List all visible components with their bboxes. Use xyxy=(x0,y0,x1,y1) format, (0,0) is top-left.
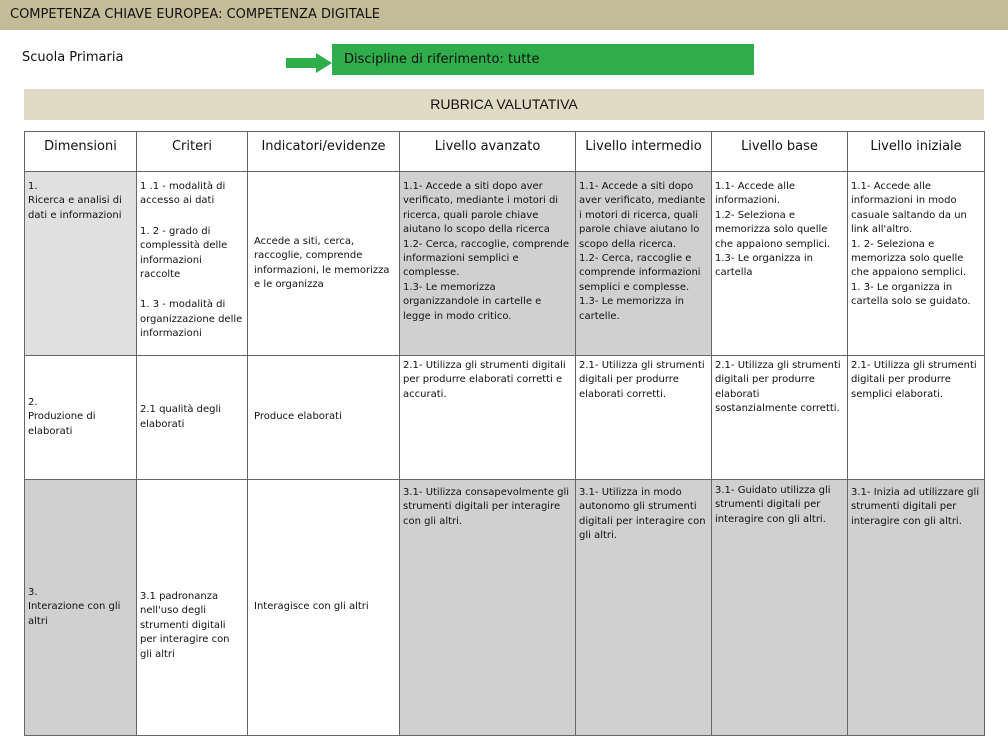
level-advanced-cell: 3.1- Utilizza consapevolmente gli strumenti digitali per interagire con gli altri. xyxy=(400,480,576,736)
arrow-right-icon xyxy=(286,53,332,73)
dimension-cell xyxy=(25,480,137,736)
indicator-cell xyxy=(248,172,400,356)
column-header-intermediate: Livello intermedio xyxy=(576,132,712,172)
level-intermediate-cell: 3.1- Utilizza in modo autonomo gli strumenti digitali per interagire con gli altri. xyxy=(576,480,712,736)
column-header-initial: Livello iniziale xyxy=(848,132,985,172)
criterion-text: 1. 2 - grado di complessità delle informazioni raccolte xyxy=(140,225,228,281)
table-row xyxy=(25,172,985,356)
criteria-cell xyxy=(137,356,248,480)
column-header-advanced: Livello avanzato xyxy=(400,132,576,172)
level-base-cell: 1.1- Accede alle informazioni. 1.2- Seleziona e memorizza solo quelle che appaiono semplici. 1.3- Le organizza in cartella xyxy=(712,172,848,356)
criteria-cell xyxy=(137,480,248,736)
criterion-text: 3.1 padronanza nell'uso degli strumenti digitali per interagire con gli altri xyxy=(140,590,230,660)
column-header-indicators: Indicatori/evidenze xyxy=(248,132,400,172)
dimension-text: 3. Interazione con gli altri xyxy=(28,586,121,627)
rubric-title-band xyxy=(24,89,984,120)
indicator-text: Produce elaborati xyxy=(254,411,342,423)
column-header-dimensions: Dimensioni xyxy=(25,132,137,172)
level-base-cell: 3.1- Guidato utilizza gli strumenti digitali per interagire con gli altri. xyxy=(712,480,848,736)
rubric-table xyxy=(24,131,985,736)
indicator-cell xyxy=(248,356,400,480)
column-header-base: Livello base xyxy=(712,132,848,172)
dimension-text: 1. Ricerca e analisi di dati e informazioni xyxy=(28,181,122,221)
dimension-cell xyxy=(25,172,137,356)
criteria-cell xyxy=(137,172,248,356)
dimension-text: 2. Produzione di elaborati xyxy=(28,396,96,437)
indicator-cell xyxy=(248,480,400,736)
indicator-text: Accede a siti, cerca, raccoglie, comprende informazioni, le memorizza e le organizza xyxy=(254,235,390,290)
column-header-criteria: Criteri xyxy=(137,132,248,172)
level-initial-cell: 3.1- Inizia ad utilizzare gli strumenti digitali per interagire con gli altri. xyxy=(848,480,985,736)
rubric-title: RUBRICA VALUTATIVA xyxy=(430,96,578,112)
level-intermediate-cell: 2.1- Utilizza gli strumenti digitali per produrre elaborati corretti. xyxy=(576,356,712,480)
page-header-bar xyxy=(0,0,1008,30)
level-advanced-cell: 2.1- Utilizza gli strumenti digitali per produrre elaborati corretti e accurati. xyxy=(400,356,576,480)
level-advanced-cell: 1.1- Accede a siti dopo aver verificato, mediante i motori di ricerca, quali parole chiave aiutano lo scopo della ricerca 1.2- Cerca, raccoglie, comprende informazioni semplici e complesse. 1.3- Le memorizza organizzandole in cartelle e legge in modo critico. xyxy=(400,172,576,356)
disciplines-label: Discipline di riferimento: tutte xyxy=(344,52,540,67)
table-row xyxy=(25,480,985,736)
criterion-text: 1 .1 - modalità di accesso ai dati xyxy=(140,181,226,207)
level-base-cell: 2.1- Utilizza gli strumenti digitali per produrre elaborati sostanzialmente corretti. xyxy=(712,356,848,480)
table-row xyxy=(25,356,985,480)
criterion-text: 1. 3 - modalità di organizzazione delle informazioni xyxy=(140,299,243,340)
level-initial-cell: 1.1- Accede alle informazioni in modo casuale saltando da un link all'altro. 1. 2- Seleziona e memorizza solo quelle che appaiono semplici. 1. 3- Le organizza in cartella solo se guidato. xyxy=(848,172,985,356)
criterion-text: 2.1 qualità degli elaborati xyxy=(140,404,222,430)
school-label: Scuola Primaria xyxy=(22,50,124,65)
dimension-cell xyxy=(25,356,137,480)
level-initial-cell: 2.1- Utilizza gli strumenti digitali per produrre semplici elaborati. xyxy=(848,356,985,480)
level-intermediate-cell: 1.1- Accede a siti dopo aver verificato, mediante i motori di ricerca, quali parole chiave aiutano lo scopo della ricerca. 1.2- Cerca, raccoglie e comprende informazioni semplici e complesse. 1.3- Le memorizza in cartelle. xyxy=(576,172,712,356)
disciplines-box xyxy=(332,44,754,75)
page-title: COMPETENZA CHIAVE EUROPEA: COMPETENZA DIGITALE xyxy=(10,7,381,22)
indicator-text: Interagisce con gli altri xyxy=(254,601,369,613)
table-header-row xyxy=(25,132,985,172)
